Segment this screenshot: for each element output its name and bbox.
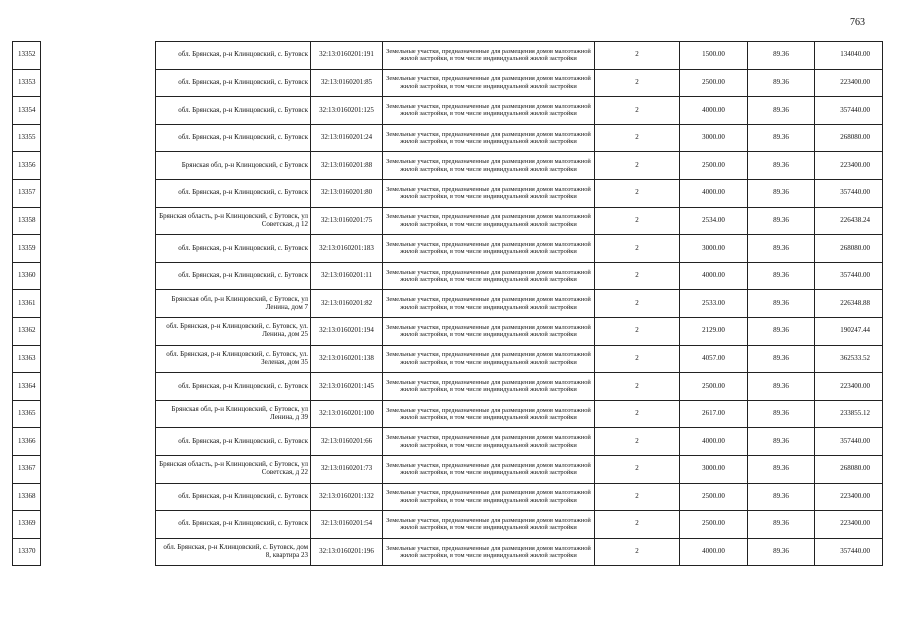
cadastral-value-cell: 357440.00 (815, 262, 883, 290)
address-cell: обл. Брянская, р-н Клинцовский, с. Бутовск (156, 42, 311, 70)
group-cell: 2 (595, 179, 680, 207)
address-cell: обл. Брянская, р-н Клинцовский, с. Бутовск, ул. Зеленая, дом 35 (156, 345, 311, 373)
group-cell: 2 (595, 235, 680, 263)
cadastral-value-cell: 226348.88 (815, 290, 883, 318)
record-number-cell: 13356 (13, 152, 41, 180)
group-cell: 2 (595, 538, 680, 566)
record-number-cell: 13357 (13, 179, 41, 207)
land-use-description-cell: Земельные участки, предназначенные для размещения домов малоэтажной жилой застройки, в том числе индивидуальной жилой застройки (383, 124, 595, 152)
group-cell: 2 (595, 124, 680, 152)
land-use-description-cell: Земельные участки, предназначенные для размещения домов малоэтажной жилой застройки, в том числе индивидуальной жилой застройки (383, 179, 595, 207)
area-cell: 2534.00 (680, 207, 748, 235)
spacer-cell (41, 290, 156, 318)
land-use-description-cell: Земельные участки, предназначенные для размещения домов малоэтажной жилой застройки, в том числе индивидуальной жилой застройки (383, 97, 595, 125)
table-row (13, 483, 883, 511)
specific-value-cell: 89.36 (748, 97, 815, 125)
group-cell: 2 (595, 428, 680, 456)
land-use-description-cell: Земельные участки, предназначенные для размещения домов малоэтажной жилой застройки, в том числе индивидуальной жилой застройки (383, 483, 595, 511)
area-cell: 4000.00 (680, 97, 748, 125)
record-number-cell: 13364 (13, 373, 41, 401)
table-row (13, 428, 883, 456)
spacer-cell (41, 511, 156, 539)
area-cell: 4000.00 (680, 179, 748, 207)
cadastral-value-cell: 357440.00 (815, 179, 883, 207)
table-row (13, 69, 883, 97)
table-row (13, 373, 883, 401)
area-cell: 3000.00 (680, 235, 748, 263)
land-use-description-cell: Земельные участки, предназначенные для размещения домов малоэтажной жилой застройки, в том числе индивидуальной жилой застройки (383, 511, 595, 539)
cadastral-value-cell: 357440.00 (815, 428, 883, 456)
record-number-cell: 13354 (13, 97, 41, 125)
area-cell: 4057.00 (680, 345, 748, 373)
area-cell: 2533.00 (680, 290, 748, 318)
cadastral-value-cell: 357440.00 (815, 538, 883, 566)
address-cell: Брянская обл, р-н Клинцовский, с Бутовск, ул Ленина, дом 7 (156, 290, 311, 318)
cadastral-number-cell: 32:13:0160201:183 (311, 235, 383, 263)
address-cell: обл. Брянская, р-н Клинцовский, с. Бутовск, дом 8, квартира 23 (156, 538, 311, 566)
record-number-cell: 13369 (13, 511, 41, 539)
table-row (13, 317, 883, 345)
address-cell: обл. Брянская, р-н Клинцовский, с. Бутовск (156, 262, 311, 290)
cadastral-number-cell: 32:13:0160201:196 (311, 538, 383, 566)
area-cell: 3000.00 (680, 455, 748, 483)
address-cell: обл. Брянская, р-н Клинцовский, с. Бутовск (156, 511, 311, 539)
land-use-description-cell: Земельные участки, предназначенные для размещения домов малоэтажной жилой застройки, в том числе индивидуальной жилой застройки (383, 373, 595, 401)
record-number-cell: 13366 (13, 428, 41, 456)
record-number-cell: 13363 (13, 345, 41, 373)
table-row (13, 345, 883, 373)
specific-value-cell: 89.36 (748, 483, 815, 511)
specific-value-cell: 89.36 (748, 179, 815, 207)
record-number-cell: 13358 (13, 207, 41, 235)
table-row (13, 124, 883, 152)
address-cell: Брянская область, р-н Клинцовский, с Бутовск, ул Советская, д 12 (156, 207, 311, 235)
specific-value-cell: 89.36 (748, 207, 815, 235)
table-row (13, 511, 883, 539)
address-cell: обл. Брянская, р-н Клинцовский, с. Бутовск (156, 69, 311, 97)
area-cell: 4000.00 (680, 262, 748, 290)
table-row (13, 400, 883, 428)
address-cell: обл. Брянская, р-н Клинцовский, с. Бутовск (156, 373, 311, 401)
group-cell: 2 (595, 97, 680, 125)
specific-value-cell: 89.36 (748, 345, 815, 373)
cadastral-value-cell: 190247.44 (815, 317, 883, 345)
group-cell: 2 (595, 290, 680, 318)
specific-value-cell: 89.36 (748, 428, 815, 456)
area-cell: 2617.00 (680, 400, 748, 428)
address-cell: обл. Брянская, р-н Клинцовский, с. Бутовск (156, 97, 311, 125)
address-cell: обл. Брянская, р-н Клинцовский, с. Бутовск, ул. Ленина, дом 25 (156, 317, 311, 345)
specific-value-cell: 89.36 (748, 400, 815, 428)
spacer-cell (41, 262, 156, 290)
address-cell: обл. Брянская, р-н Клинцовский, с. Бутовск (156, 124, 311, 152)
specific-value-cell: 89.36 (748, 455, 815, 483)
specific-value-cell: 89.36 (748, 69, 815, 97)
land-use-description-cell: Земельные участки, предназначенные для размещения домов малоэтажной жилой застройки, в том числе индивидуальной жилой застройки (383, 69, 595, 97)
group-cell: 2 (595, 455, 680, 483)
spacer-cell (41, 97, 156, 125)
group-cell: 2 (595, 262, 680, 290)
group-cell: 2 (595, 69, 680, 97)
area-cell: 3000.00 (680, 124, 748, 152)
spacer-cell (41, 538, 156, 566)
cadastral-number-cell: 32:13:0160201:138 (311, 345, 383, 373)
group-cell: 2 (595, 373, 680, 401)
table-row (13, 235, 883, 263)
group-cell: 2 (595, 42, 680, 70)
cadastral-number-cell: 32:13:0160201:73 (311, 455, 383, 483)
spacer-cell (41, 483, 156, 511)
address-cell: Брянская обл, р-н Клинцовский, с Бутовск (156, 152, 311, 180)
area-cell: 4000.00 (680, 428, 748, 456)
cadastral-value-cell: 223400.00 (815, 152, 883, 180)
cadastral-value-cell: 268080.00 (815, 235, 883, 263)
record-number-cell: 13365 (13, 400, 41, 428)
land-use-description-cell: Земельные участки, предназначенные для размещения домов малоэтажной жилой застройки, в том числе индивидуальной жилой застройки (383, 400, 595, 428)
address-cell: обл. Брянская, р-н Клинцовский, с. Бутовск (156, 179, 311, 207)
area-cell: 2500.00 (680, 373, 748, 401)
cadastral-value-cell: 223400.00 (815, 511, 883, 539)
specific-value-cell: 89.36 (748, 235, 815, 263)
table-row (13, 179, 883, 207)
record-number-cell: 13352 (13, 42, 41, 70)
cadastral-value-cell: 233855.12 (815, 400, 883, 428)
land-use-description-cell: Земельные участки, предназначенные для размещения домов малоэтажной жилой застройки, в том числе индивидуальной жилой застройки (383, 538, 595, 566)
record-number-cell: 13362 (13, 317, 41, 345)
land-use-description-cell: Земельные участки, предназначенные для размещения домов малоэтажной жилой застройки, в том числе индивидуальной жилой застройки (383, 152, 595, 180)
page-number: 763 (850, 17, 865, 28)
spacer-cell (41, 428, 156, 456)
area-cell: 2500.00 (680, 483, 748, 511)
land-use-description-cell: Земельные участки, предназначенные для размещения домов малоэтажной жилой застройки, в том числе индивидуальной жилой застройки (383, 455, 595, 483)
specific-value-cell: 89.36 (748, 317, 815, 345)
table-row (13, 42, 883, 70)
spacer-cell (41, 455, 156, 483)
area-cell: 1500.00 (680, 42, 748, 70)
group-cell: 2 (595, 483, 680, 511)
address-cell: Брянская обл, р-н Клинцовский, с Бутовск, ул Ленина, д 39 (156, 400, 311, 428)
record-number-cell: 13370 (13, 538, 41, 566)
specific-value-cell: 89.36 (748, 42, 815, 70)
specific-value-cell: 89.36 (748, 290, 815, 318)
area-cell: 2500.00 (680, 69, 748, 97)
land-plot-registry-table (12, 41, 883, 566)
table-row (13, 152, 883, 180)
cadastral-value-cell: 223400.00 (815, 483, 883, 511)
land-use-description-cell: Земельные участки, предназначенные для размещения домов малоэтажной жилой застройки, в том числе индивидуальной жилой застройки (383, 207, 595, 235)
table-row (13, 207, 883, 235)
cadastral-number-cell: 32:13:0160201:132 (311, 483, 383, 511)
specific-value-cell: 89.36 (748, 152, 815, 180)
record-number-cell: 13353 (13, 69, 41, 97)
cadastral-value-cell: 223400.00 (815, 373, 883, 401)
cadastral-number-cell: 32:13:0160201:24 (311, 124, 383, 152)
address-cell: обл. Брянская, р-н Клинцовский, с. Бутовск (156, 428, 311, 456)
spacer-cell (41, 124, 156, 152)
cadastral-number-cell: 32:13:0160201:88 (311, 152, 383, 180)
group-cell: 2 (595, 511, 680, 539)
land-use-description-cell: Земельные участки, предназначенные для размещения домов малоэтажной жилой застройки, в том числе индивидуальной жилой застройки (383, 42, 595, 70)
spacer-cell (41, 373, 156, 401)
cadastral-number-cell: 32:13:0160201:66 (311, 428, 383, 456)
land-use-description-cell: Земельные участки, предназначенные для размещения домов малоэтажной жилой застройки, в том числе индивидуальной жилой застройки (383, 317, 595, 345)
cadastral-number-cell: 32:13:0160201:125 (311, 97, 383, 125)
record-number-cell: 13359 (13, 235, 41, 263)
record-number-cell: 13368 (13, 483, 41, 511)
spacer-cell (41, 345, 156, 373)
specific-value-cell: 89.36 (748, 538, 815, 566)
specific-value-cell: 89.36 (748, 124, 815, 152)
group-cell: 2 (595, 400, 680, 428)
group-cell: 2 (595, 345, 680, 373)
table-row (13, 97, 883, 125)
group-cell: 2 (595, 317, 680, 345)
record-number-cell: 13367 (13, 455, 41, 483)
cadastral-number-cell: 32:13:0160201:82 (311, 290, 383, 318)
land-use-description-cell: Земельные участки, предназначенные для размещения домов малоэтажной жилой застройки, в том числе индивидуальной жилой застройки (383, 428, 595, 456)
table-row (13, 262, 883, 290)
spacer-cell (41, 152, 156, 180)
cadastral-number-cell: 32:13:0160201:54 (311, 511, 383, 539)
group-cell: 2 (595, 207, 680, 235)
group-cell: 2 (595, 152, 680, 180)
address-cell: Брянская область, р-н Клинцовский, с Бутовск, ул Советская, д 22 (156, 455, 311, 483)
area-cell: 2500.00 (680, 152, 748, 180)
cadastral-value-cell: 268080.00 (815, 455, 883, 483)
cadastral-value-cell: 226438.24 (815, 207, 883, 235)
spacer-cell (41, 42, 156, 70)
cadastral-value-cell: 357440.00 (815, 97, 883, 125)
area-cell: 2500.00 (680, 511, 748, 539)
land-use-description-cell: Земельные участки, предназначенные для размещения домов малоэтажной жилой застройки, в том числе индивидуальной жилой застройки (383, 262, 595, 290)
spacer-cell (41, 235, 156, 263)
land-use-description-cell: Земельные участки, предназначенные для размещения домов малоэтажной жилой застройки, в том числе индивидуальной жилой застройки (383, 345, 595, 373)
record-number-cell: 13361 (13, 290, 41, 318)
record-number-cell: 13355 (13, 124, 41, 152)
cadastral-number-cell: 32:13:0160201:11 (311, 262, 383, 290)
spacer-cell (41, 317, 156, 345)
registry-body (13, 42, 883, 566)
address-cell: обл. Брянская, р-н Клинцовский, с. Бутовск (156, 483, 311, 511)
cadastral-number-cell: 32:13:0160201:85 (311, 69, 383, 97)
cadastral-number-cell: 32:13:0160201:145 (311, 373, 383, 401)
cadastral-number-cell: 32:13:0160201:75 (311, 207, 383, 235)
cadastral-number-cell: 32:13:0160201:100 (311, 400, 383, 428)
area-cell: 2129.00 (680, 317, 748, 345)
specific-value-cell: 89.36 (748, 373, 815, 401)
area-cell: 4000.00 (680, 538, 748, 566)
record-number-cell: 13360 (13, 262, 41, 290)
spacer-cell (41, 400, 156, 428)
cadastral-value-cell: 134040.00 (815, 42, 883, 70)
table-row (13, 455, 883, 483)
address-cell: обл. Брянская, р-н Клинцовский, с. Бутовск (156, 235, 311, 263)
cadastral-value-cell: 362533.52 (815, 345, 883, 373)
table-row (13, 290, 883, 318)
cadastral-value-cell: 223400.00 (815, 69, 883, 97)
table-row (13, 538, 883, 566)
spacer-cell (41, 69, 156, 97)
specific-value-cell: 89.36 (748, 262, 815, 290)
spacer-cell (41, 207, 156, 235)
land-use-description-cell: Земельные участки, предназначенные для размещения домов малоэтажной жилой застройки, в том числе индивидуальной жилой застройки (383, 290, 595, 318)
cadastral-number-cell: 32:13:0160201:191 (311, 42, 383, 70)
cadastral-number-cell: 32:13:0160201:80 (311, 179, 383, 207)
land-use-description-cell: Земельные участки, предназначенные для размещения домов малоэтажной жилой застройки, в том числе индивидуальной жилой застройки (383, 235, 595, 263)
cadastral-value-cell: 268080.00 (815, 124, 883, 152)
specific-value-cell: 89.36 (748, 511, 815, 539)
cadastral-number-cell: 32:13:0160201:194 (311, 317, 383, 345)
spacer-cell (41, 179, 156, 207)
